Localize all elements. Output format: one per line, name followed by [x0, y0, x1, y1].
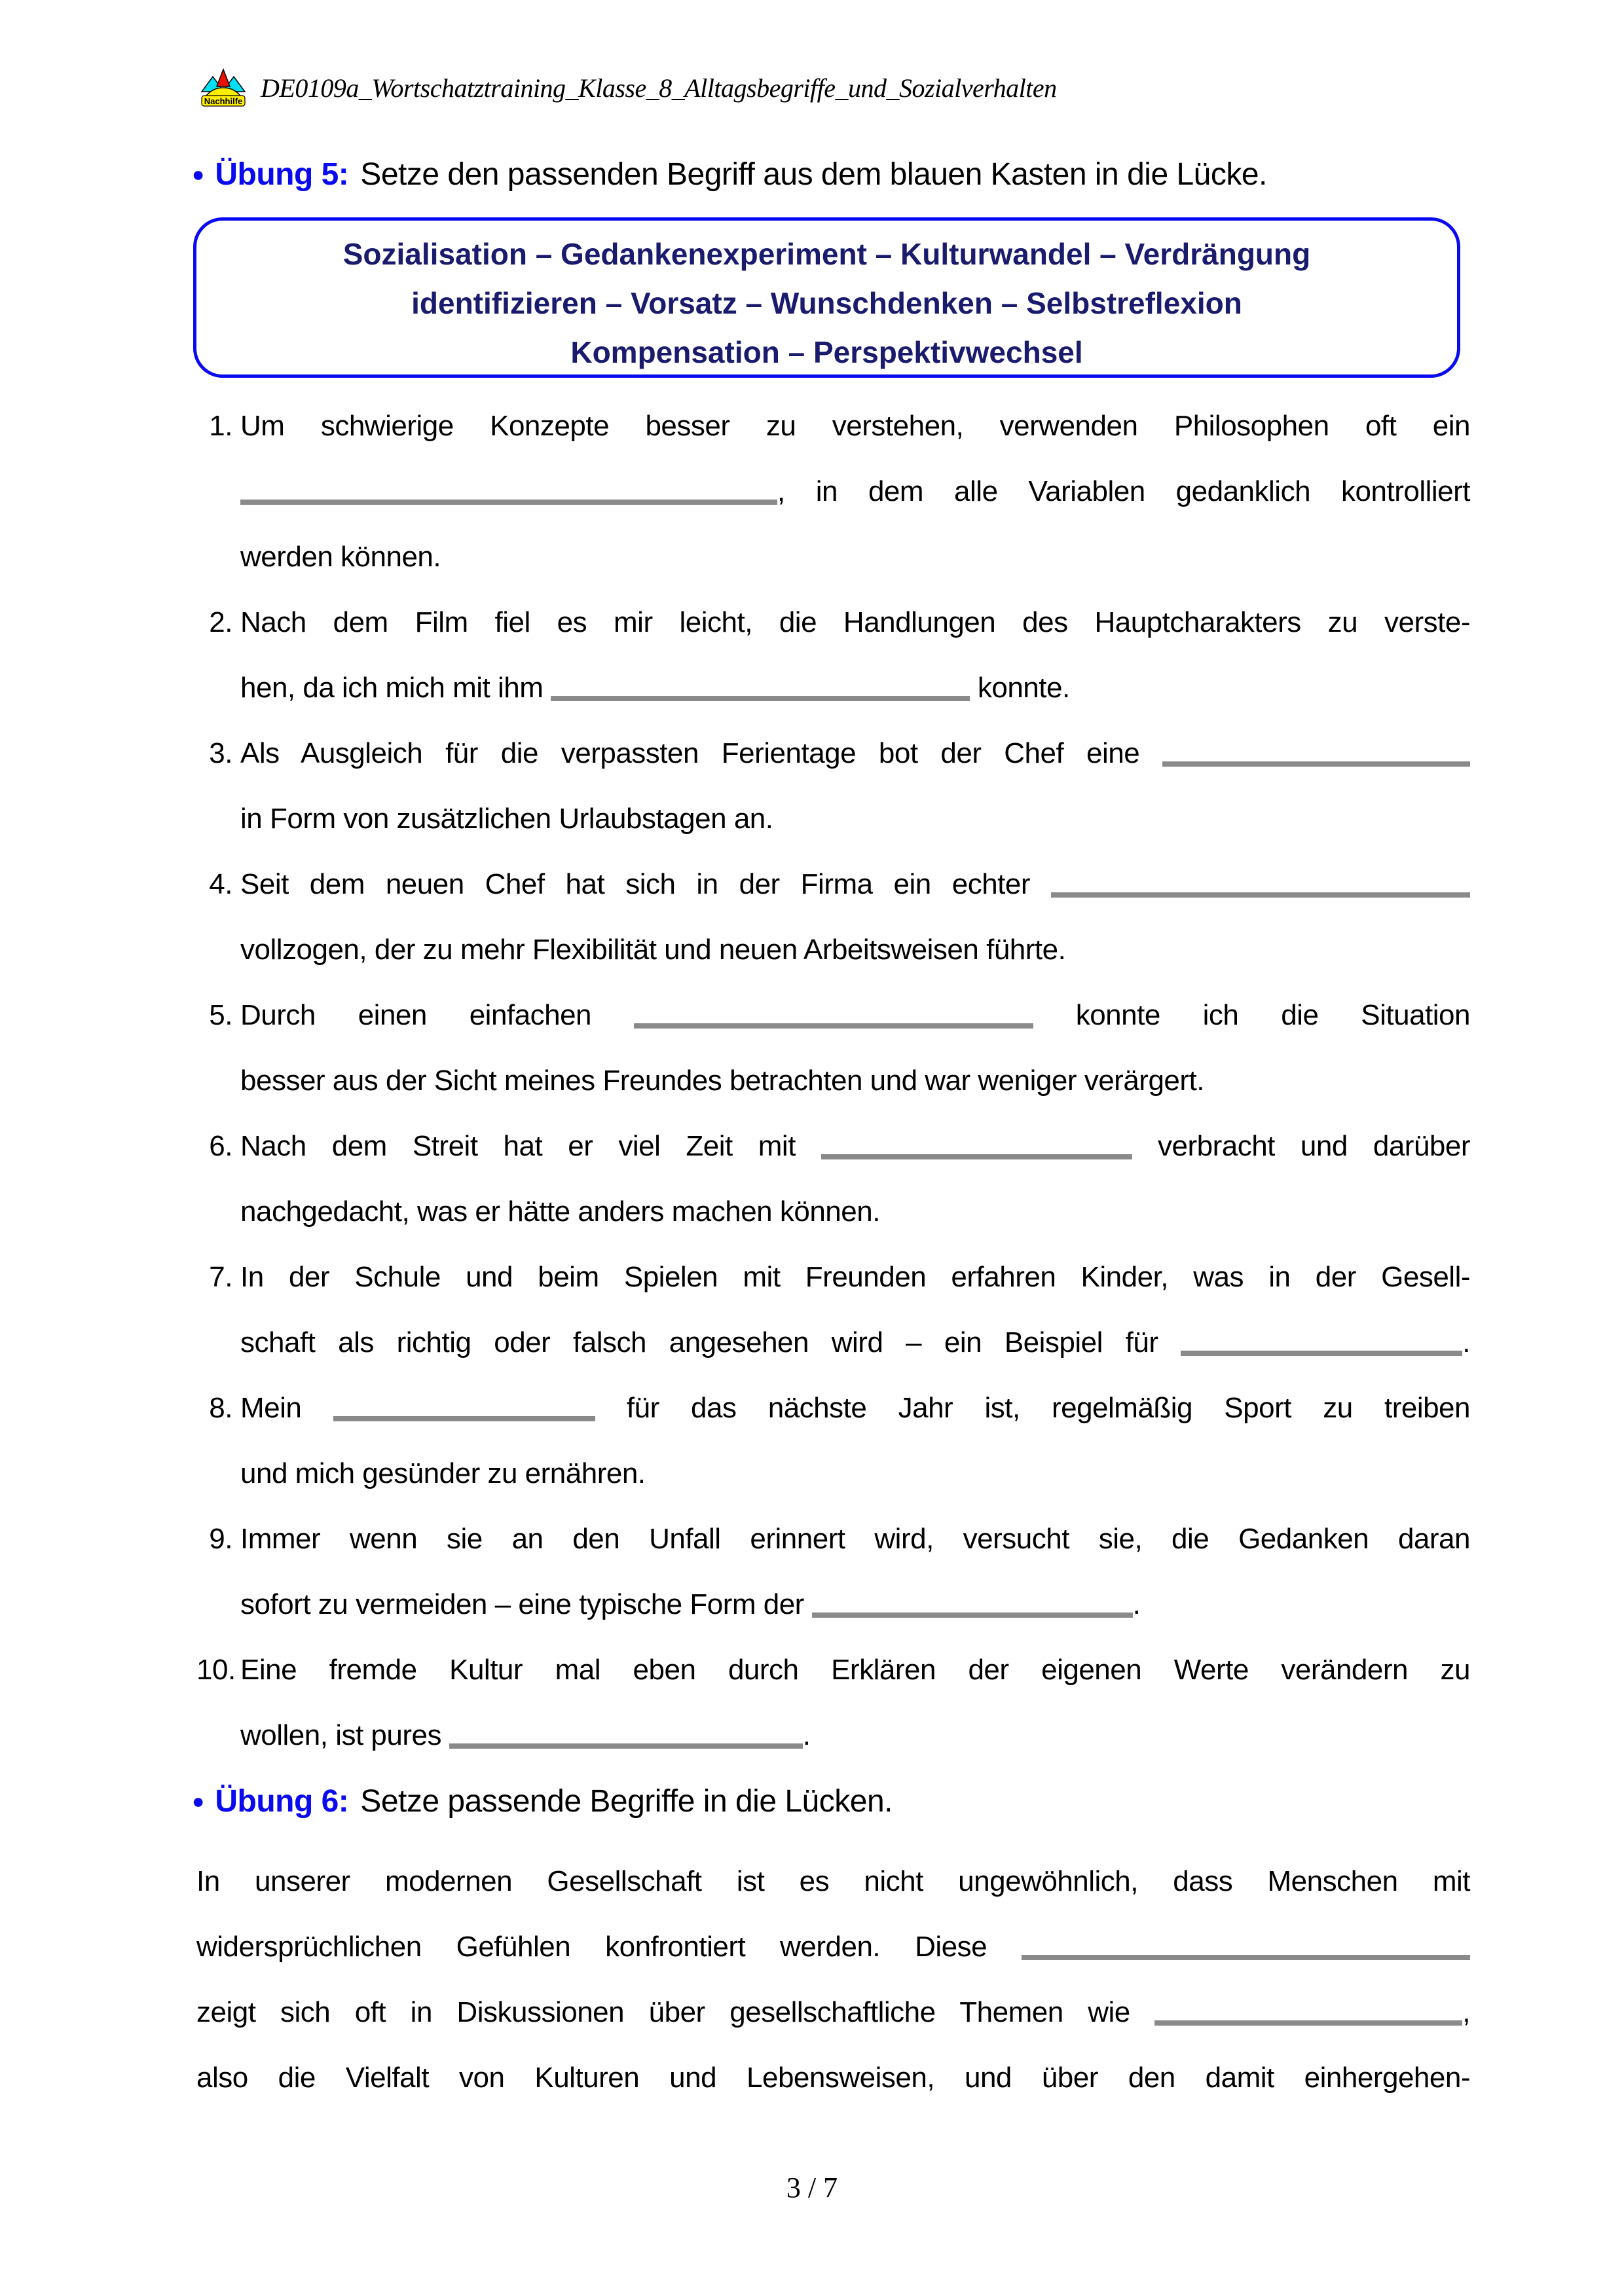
text-line: werden können. — [240, 541, 441, 573]
question-number: 6. — [209, 1130, 232, 1162]
question-item — [196, 983, 1470, 1114]
question-item — [196, 721, 1470, 852]
exercise6-label: Übung 6: — [215, 1784, 349, 1819]
question-text — [240, 852, 1470, 983]
text-line: in Form von zusätzlichen Urlaubstagen an. — [240, 803, 773, 835]
question-text — [240, 721, 1470, 852]
text-line: Um schwierige Konzepte besser zu verstehen, verwenden Philosophen oft ein — [240, 410, 1470, 442]
question-item — [196, 1637, 1470, 1768]
text-line: Durch einen einfachen konnte ich die Situation — [240, 999, 1470, 1031]
text-line: und mich gesünder zu ernähren. — [240, 1457, 646, 1489]
text-line: nachgedacht, was er hätte anders machen können. — [240, 1195, 880, 1228]
question-number: 1. — [209, 410, 232, 442]
text-line: Nach dem Film fiel es mir leicht, die Handlungen des Hauptcharakters zu verste- — [240, 606, 1470, 638]
text-line: In unserer modernen Gesellschaft ist es nicht ungewöhnlich, dass Menschen mit — [196, 1865, 1470, 1897]
text-line: , in dem alle Variablen gedanklich kontrolliert — [240, 459, 1470, 524]
nachhilfe-logo — [200, 68, 246, 107]
question-text — [240, 1637, 1470, 1768]
question-item — [196, 1114, 1470, 1245]
question-number: 7. — [209, 1261, 232, 1293]
blank-underline[interactable] — [821, 1132, 1132, 1159]
question-number: 2. — [209, 606, 232, 638]
question-item — [196, 1376, 1470, 1506]
blank-underline[interactable] — [240, 477, 777, 505]
text-line: Mein für das nächste Jahr ist, regelmäßig Sport zu treiben — [240, 1392, 1471, 1424]
text-line: besser aus der Sicht meines Freundes betrachten und war weniger verärgert. — [240, 1065, 1204, 1097]
question-text — [240, 1245, 1470, 1376]
logo-label: Nachhilfe — [204, 96, 243, 106]
exercise6-instruction: Setze passende Begriffe in die Lücken. — [360, 1784, 893, 1819]
text-line: Nach dem Streit hat er viel Zeit mit verbracht und darüber — [240, 1130, 1471, 1162]
mountain-center-icon — [217, 69, 230, 86]
blank-underline[interactable] — [812, 1590, 1133, 1618]
question-list — [196, 393, 1470, 1768]
question-number: 8. — [209, 1392, 232, 1424]
exercise6-heading — [192, 1768, 1470, 1834]
blank-underline[interactable] — [449, 1721, 803, 1749]
bullet-icon: ● — [192, 162, 205, 186]
word-box-line: Kompensation – Perspektivwechsel — [570, 335, 1083, 369]
text-line: Eine fremde Kultur mal eben durch Erklären der eigenen Werte verändern zu — [240, 1654, 1470, 1686]
text-line: vollzogen, der zu mehr Flexibilität und neuen Arbeitsweisen führte. — [240, 934, 1066, 966]
word-box-line: identifizieren – Vorsatz – Wunschdenken – Selbstreflexion — [411, 286, 1242, 320]
exercise5-heading — [192, 141, 1470, 207]
text-line: In der Schule und beim Spielen mit Freunden erfahren Kinder, was in der Gesell- — [240, 1261, 1470, 1293]
exercise6-paragraph — [196, 1849, 1470, 2111]
question-text — [240, 590, 1470, 721]
text-line: sofort zu vermeiden – eine typische Form der . — [240, 1588, 1141, 1620]
question-text — [240, 393, 1470, 590]
question-text — [240, 1376, 1470, 1506]
blank-underline[interactable] — [333, 1394, 595, 1421]
blank-underline[interactable] — [1154, 1998, 1462, 2026]
question-number: 9. — [209, 1523, 232, 1555]
text-line: zeigt sich oft in Diskussionen über gesellschaftliche Themen wie , — [196, 1996, 1470, 2028]
text-line: Seit dem neuen Chef hat sich in der Firma ein echter — [240, 852, 1470, 917]
question-item — [196, 1245, 1470, 1376]
text-line: also die Vielfalt von Kulturen und Lebensweisen, und über den damit einhergehen- — [196, 2062, 1470, 2094]
text-line: schaft als richtig oder falsch angesehen wird – ein Beispiel für . — [240, 1326, 1470, 1358]
blank-underline[interactable] — [1162, 739, 1470, 767]
text-line: widersprüchlichen Gefühlen konfrontiert werden. Diese — [196, 1914, 1470, 1980]
blank-underline[interactable] — [634, 1001, 1033, 1029]
word-box-line: Sozialisation – Gedankenexperiment – Kulturwandel – Verdrängung — [342, 237, 1311, 271]
question-number: 4. — [209, 868, 232, 900]
blank-underline[interactable] — [551, 674, 970, 701]
bullet-icon: ● — [192, 1789, 205, 1813]
document-title: DE0109a_Wortschatztraining_Klasse_8_Alltagsbegriffe_und_Sozialverhalten — [261, 73, 1057, 103]
word-box — [193, 217, 1460, 378]
question-number: 10. — [196, 1654, 236, 1686]
exercise5-instruction: Setze den passenden Begriff aus dem blauen Kasten in die Lücke. — [360, 157, 1267, 192]
blank-underline[interactable] — [1181, 1328, 1462, 1356]
blank-underline[interactable] — [1051, 870, 1470, 898]
blank-underline[interactable] — [1022, 1933, 1470, 1960]
question-item — [196, 852, 1470, 983]
text-line: hen, da ich mich mit ihm konnte. — [240, 672, 1070, 704]
question-text — [240, 1506, 1470, 1637]
page-number: 3 / 7 — [786, 2172, 838, 2204]
exercise5-label: Übung 5: — [215, 157, 349, 192]
question-item — [196, 393, 1470, 590]
page-header — [200, 67, 1057, 109]
text-line: Als Ausgleich für die verpassten Ferientage bot der Chef eine — [240, 721, 1470, 786]
question-item — [196, 590, 1470, 721]
text-line: wollen, ist pures . — [240, 1719, 811, 1751]
question-number: 3. — [209, 737, 232, 769]
question-text — [240, 1114, 1470, 1245]
text-line: Immer wenn sie an den Unfall erinnert wird, versucht sie, die Gedanken daran — [240, 1523, 1470, 1555]
question-text — [240, 983, 1470, 1114]
question-number: 5. — [209, 999, 232, 1031]
question-item — [196, 1506, 1470, 1637]
